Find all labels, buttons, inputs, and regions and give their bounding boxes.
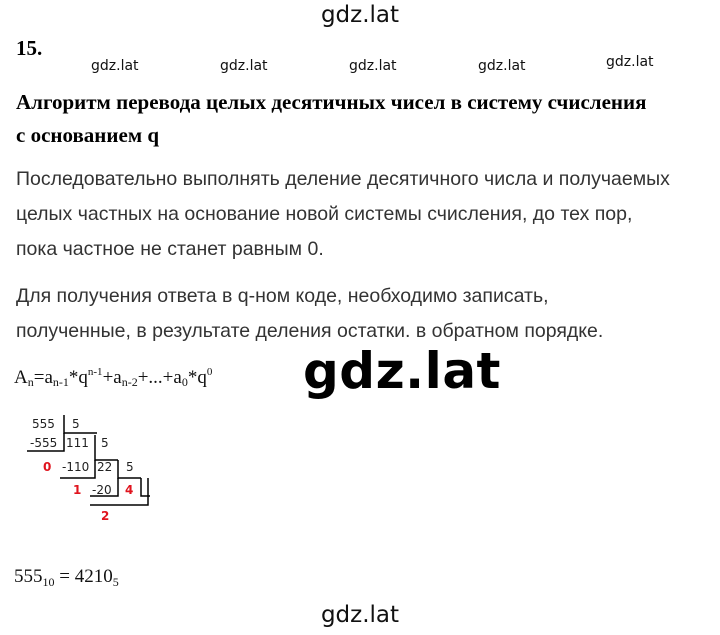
watermark-large: gdz.lat [303,342,501,400]
remainder: 1 [73,483,82,497]
watermark-top: gdz.lat [320,2,400,28]
heading-line: с основанием q [16,123,160,147]
paragraph-line: целых частных на основание новой системы счисления, до тех пор, [16,203,633,225]
watermark-small: gdz.lat [91,58,139,74]
task-number: 15. [16,36,43,60]
paragraph-line: пока частное не станет равным 0. [16,238,324,260]
divisor: 5 [72,417,80,431]
paragraph-line: полученные, в результате деления остатки. в обратном порядке. [16,320,604,342]
quotient: 22 [97,460,113,474]
subtract-value: -20 [92,483,112,497]
paragraph-line: Последовательно выполнять деление десятичного числа и получаемых [16,168,670,190]
subtract-value: -555 [30,436,58,450]
answer: $555_{10} = 4210_5$ [14,566,119,589]
quotient: 111 [66,436,89,450]
remainder: 2 [101,509,110,523]
watermark-small: gdz.lat [220,58,268,74]
watermark-small: gdz.lat [349,58,397,74]
dividend: 555 [32,417,55,431]
watermark-small: gdz.lat [606,54,654,70]
watermark-bottom: gdz.lat [320,602,400,628]
remainder: 0 [43,460,52,474]
watermark-small: gdz.lat [478,58,526,74]
formula: $A_n=a_{n-1}*q^{n-1}+a_{n-2}+...+a_0*q^0$ [14,366,213,389]
divisor: 5 [101,436,109,450]
paragraph-line: Для получения ответа в q-ном коде, необходимо записать, [16,285,549,307]
divisor: 5 [126,460,134,474]
heading-line: Алгоритм перевода целых десятичных чисел в систему счисления [16,90,647,114]
subtract-value: -110 [62,460,90,474]
quotient-final: 4 [125,483,134,497]
